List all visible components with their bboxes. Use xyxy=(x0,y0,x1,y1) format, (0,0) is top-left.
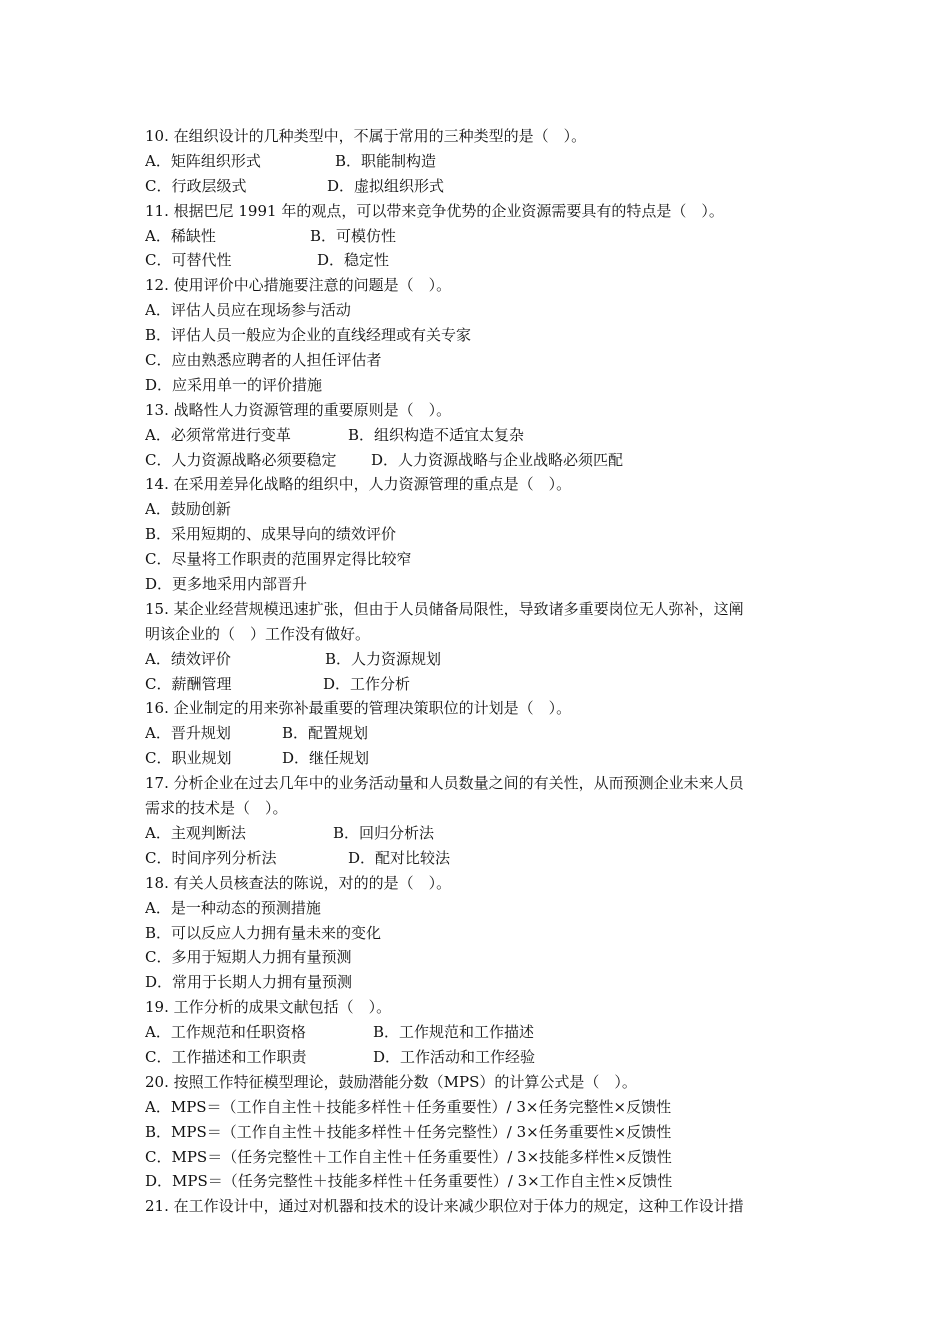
question-17-options-ab xyxy=(145,821,810,846)
option-a: A．矩阵组织形式 xyxy=(145,151,261,170)
option-a: A．绩效评价 xyxy=(145,649,231,668)
option-c: C．多用于短期人力拥有量预测 xyxy=(145,948,352,967)
question-20-stem: 20. 按照工作特征模型理论，鼓励潜能分数（MPS）的计算公式是（ ）。 xyxy=(145,1072,637,1091)
option-b: B．回归分析法 xyxy=(333,823,435,842)
option-a: A．是一种动态的预测措施 xyxy=(145,898,321,917)
option-d: D．MPS＝（任务完整性＋技能多样性＋任务重要性）/ 3×工作自主性×反馈性 xyxy=(145,1172,673,1191)
question-21-stem-line-1: 21. 在工作设计中，通过对机器和技术的设计来减少职位对于体力的规定，这种工作设计措 xyxy=(145,1197,744,1216)
question-14-stem: 14. 在采用差异化战略的组织中，人力资源管理的重点是（ ）。 xyxy=(145,475,572,494)
option-a: A．鼓励创新 xyxy=(145,500,231,519)
question-16-stem: 16. 企业制定的用来弥补最重要的管理决策职位的计划是（ ）。 xyxy=(145,699,572,718)
option-d: D．常用于长期人力拥有量预测 xyxy=(145,973,353,992)
option-b: B．组织构造不适宜太复杂 xyxy=(348,425,525,444)
question-11-options-ab xyxy=(145,224,810,249)
option-a: A．主观判断法 xyxy=(145,823,246,842)
option-d: D．继任规划 xyxy=(282,749,370,768)
question-18-stem: 18. 有关人员核查法的陈说，对的的是（ ）。 xyxy=(145,873,452,892)
option-c: C．职业规划 xyxy=(145,749,232,768)
question-13-stem: 13. 战略性人力资源管理的重要原则是（ ）。 xyxy=(145,400,452,419)
option-b: B．评估人员一般应为企业的直线经理或有关专家 xyxy=(145,326,472,345)
question-16-options-ab xyxy=(145,721,810,746)
question-13-options-ab xyxy=(145,423,810,448)
question-list xyxy=(145,124,810,1219)
option-c: C．MPS＝（任务完整性＋工作自主性＋任务重要性）/ 3×技能多样性×反馈性 xyxy=(145,1147,672,1166)
option-c: C．应由熟悉应聘者的人担任评估者 xyxy=(145,351,382,370)
option-c: C．时间序列分析法 xyxy=(145,848,277,867)
question-12-stem: 12. 使用评价中心措施要注意的问题是（ ）。 xyxy=(145,276,452,295)
question-19-options-ab xyxy=(145,1020,810,1045)
option-a: A．必须常常进行变革 xyxy=(145,425,291,444)
question-19-stem: 19. 工作分析的成果文献包括（ ）。 xyxy=(145,998,392,1017)
question-15-stem-line-1: 15. 某企业经营规模迅速扩张，但由于人员储备局限性，导致诸多重要岗位无人弥补，这阐 xyxy=(145,599,744,618)
option-d: D．更多地采用内部晋升 xyxy=(145,575,308,594)
option-a: A．评估人员应在现场参与活动 xyxy=(145,301,351,320)
option-b: B．配置规划 xyxy=(282,724,369,743)
option-b: B．采用短期的、成果导向的绩效评价 xyxy=(145,525,397,544)
question-11-stem: 11. 根据巴尼 1991 年的观点，可以带来竞争优势的企业资源需要具有的特点是（ ）。 xyxy=(145,201,724,220)
question-13-options-cd xyxy=(145,448,810,473)
option-b: B．可模仿性 xyxy=(310,226,397,245)
question-16-options-cd xyxy=(145,746,810,771)
question-10-options-cd xyxy=(145,174,810,199)
question-10-stem: 10. 在组织设计的几种类型中，不属于常用的三种类型的是（ ）。 xyxy=(145,127,587,145)
option-d: D．人力资源战略与企业战略必须匹配 xyxy=(371,450,624,469)
option-d: D．虚拟组织形式 xyxy=(327,176,445,195)
option-b: B．职能制构造 xyxy=(335,151,437,170)
option-d: D．配对比较法 xyxy=(348,848,451,867)
option-c: C．尽量将工作职责的范围界定得比较窄 xyxy=(145,550,412,569)
option-c: C．薪酬管理 xyxy=(145,674,232,693)
question-11-options-cd xyxy=(145,248,810,273)
question-15-options-ab xyxy=(145,647,810,672)
question-17-options-cd xyxy=(145,846,810,871)
option-b: B．MPS＝（工作自主性＋技能多样性＋任务完整性）/ 3×任务重要性×反馈性 xyxy=(145,1122,672,1141)
option-a: A．MPS＝（工作自主性＋技能多样性＋任务重要性）/ 3×任务完整性×反馈性 xyxy=(145,1097,672,1116)
option-b: B．可以反应人力拥有量未来的变化 xyxy=(145,923,382,942)
option-a: A．工作规范和任职资格 xyxy=(145,1023,306,1042)
question-15-stem-line-2: 明该企业的（ ）工作没有做好。 xyxy=(145,624,371,643)
question-17-stem-line-1: 17. 分析企业在过去几年中的业务活动量和人员数量之间的有关性，从而预测企业未来人员 xyxy=(145,774,744,793)
option-d: D．稳定性 xyxy=(317,251,390,270)
option-b: B．工作规范和工作描述 xyxy=(373,1023,535,1042)
option-c: C．人力资源战略必须要稳定 xyxy=(145,450,337,469)
question-10-options-ab xyxy=(145,149,810,174)
option-d: D．工作活动和工作经验 xyxy=(373,1047,536,1066)
option-d: D．工作分析 xyxy=(323,674,411,693)
option-b: B．人力资源规划 xyxy=(325,649,442,668)
option-c: C．行政层级式 xyxy=(145,176,247,195)
question-15-options-cd xyxy=(145,672,810,697)
question-19-options-cd xyxy=(145,1045,810,1070)
option-a: A．晋升规划 xyxy=(145,724,231,743)
option-c: C．工作描述和工作职责 xyxy=(145,1047,307,1066)
question-17-stem-line-2: 需求的技术是（ ）。 xyxy=(145,799,288,818)
option-c: C．可替代性 xyxy=(145,251,232,270)
option-a: A．稀缺性 xyxy=(145,226,216,245)
option-d: D．应采用单一的评价措施 xyxy=(145,375,323,394)
